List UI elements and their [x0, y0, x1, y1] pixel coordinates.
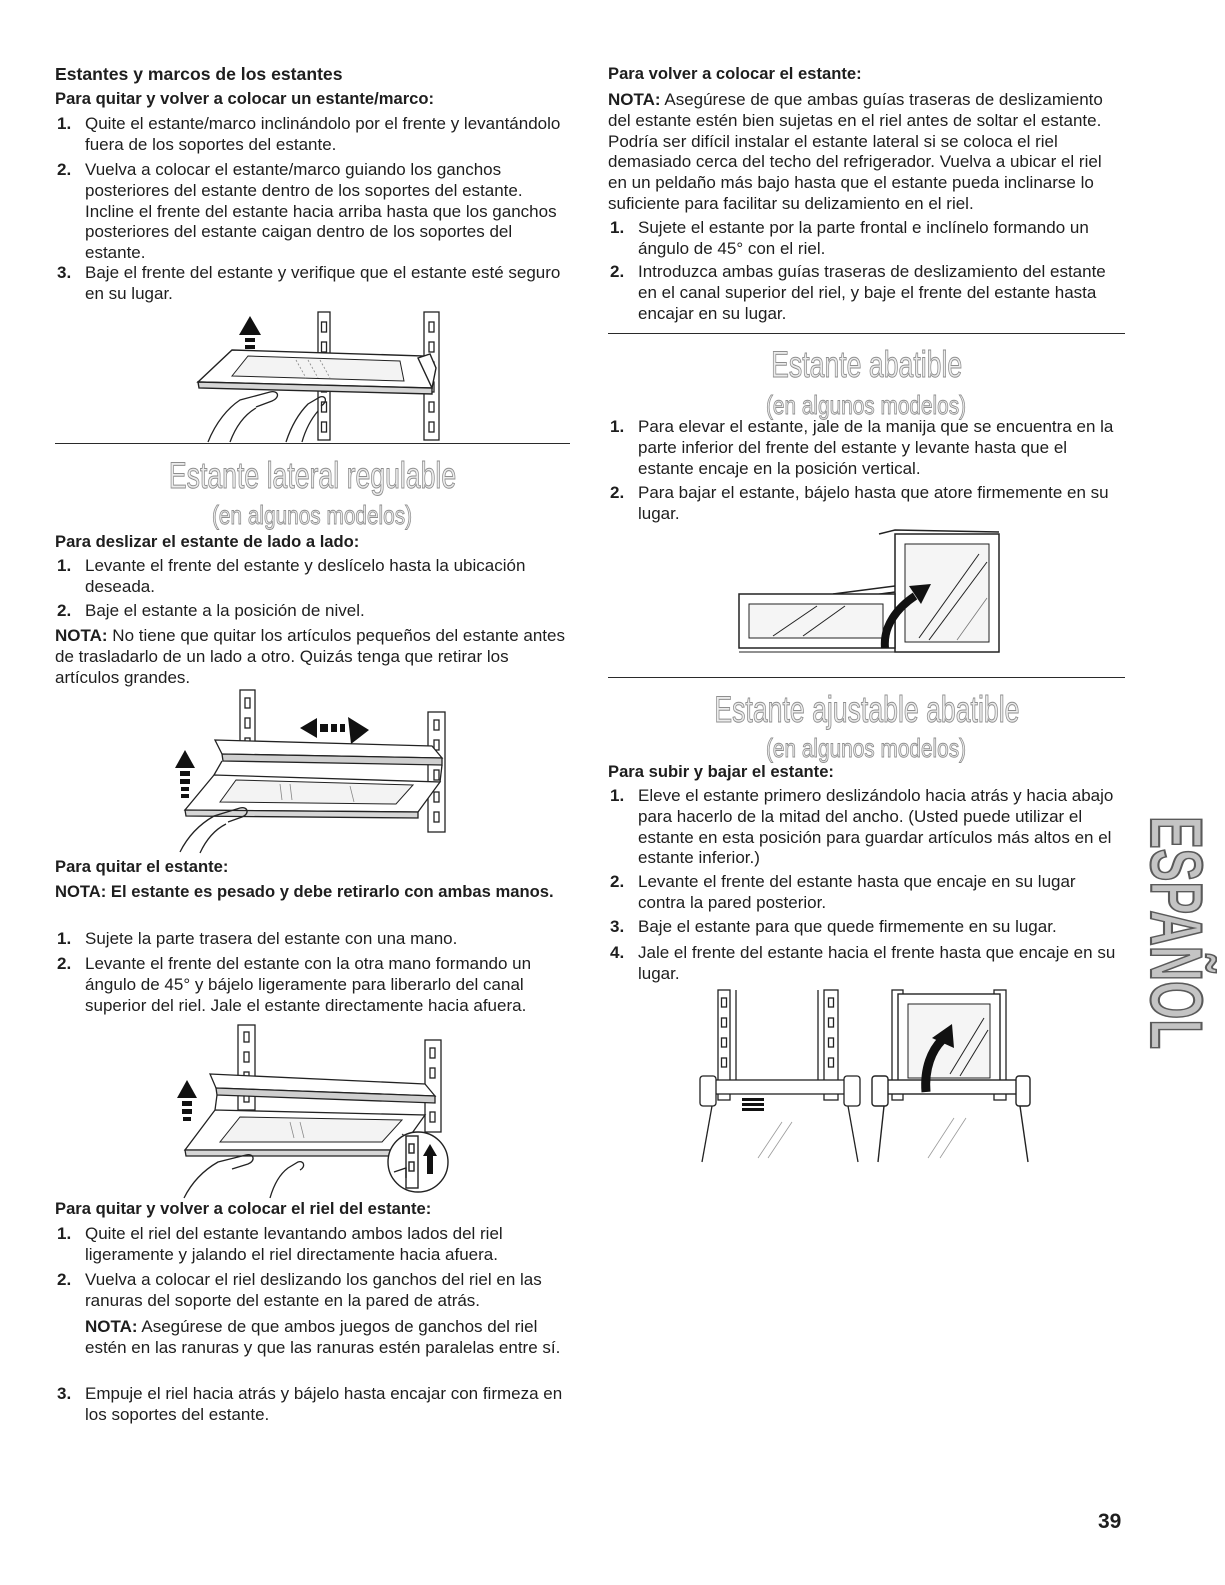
half-width-shelf — [700, 1076, 860, 1162]
shelf-frame — [198, 350, 436, 394]
note-label: NOTA: — [85, 1317, 138, 1336]
note — [55, 626, 567, 688]
wall-rail-left — [238, 1025, 255, 1110]
shelf-rail-bracket — [215, 740, 442, 765]
note-text: Asegúrese de que ambas guías traseras de deslizamiento del estante estén bien sujetas en el riel antes de soltar el estante. Podría ser difícil instalar el estante lateral si se coloca el riel demasiado cerca del techo del refrigerador. Vuelva a ubicar el riel en un peldaño más bajo hasta que el estante pueda inclinarse lo suficiente para facilitar su delizamiento en el riel. — [608, 90, 1103, 213]
step-number: 2. — [610, 483, 625, 502]
step-number: 2. — [610, 262, 625, 281]
list-item — [55, 263, 567, 305]
subheading-raise-lower-shelf: Para subir y bajar el estante: — [608, 762, 834, 781]
side-shelf — [185, 1095, 425, 1156]
section-subtitle — [608, 733, 1125, 763]
subheading-remove-shelf: Para quitar el estante: — [55, 857, 229, 876]
section-divider — [608, 677, 1125, 678]
subheading-remove-replace-shelf: Para quitar y volver a colocar un estante/marco: — [55, 89, 435, 108]
step-number: 4. — [610, 943, 625, 962]
step-number: 1. — [57, 1224, 72, 1243]
list-item — [608, 872, 1125, 914]
step-number: 2. — [57, 1270, 72, 1289]
subheading-slide-shelf: Para deslizar el estante de lado a lado: — [55, 532, 360, 551]
up-arrow-icon — [177, 1080, 197, 1121]
subheading-remove-rail: Para quitar y volver a colocar el riel del estante: — [55, 1199, 432, 1218]
side-shelf — [185, 761, 442, 818]
step-text: Para bajar el estante, bájelo hasta que atore firmemente en su lugar. — [638, 483, 1109, 523]
step-number: 2. — [610, 872, 625, 891]
left-right-arrow-icon — [300, 717, 369, 744]
step-number: 1. — [610, 218, 625, 237]
list-item — [608, 483, 1125, 525]
note — [608, 90, 1125, 215]
step-text: Baje el estante para que quede firmemente en su lugar. — [638, 917, 1057, 936]
list-item — [55, 1270, 567, 1312]
list-item — [55, 1224, 567, 1266]
step-text: Quite el riel del estante levantando ambos lados del riel ligeramente y jalando el riel directamente hacia afuera. — [85, 1224, 503, 1264]
list-item — [55, 954, 567, 1016]
step-number: 1. — [610, 417, 625, 436]
step-text: Levante el frente del estante hasta que encaje en su lugar contra la pared posterior. — [638, 872, 1076, 912]
list-item — [608, 417, 1125, 479]
list-item — [55, 1384, 567, 1426]
section-subtitle — [608, 390, 1125, 420]
note-label: NOTA: — [55, 626, 108, 645]
section-title-adjustable-flip-shelf — [608, 690, 1125, 730]
shelf-frame-removal-drawing — [168, 308, 453, 444]
step-number: 3. — [57, 263, 72, 282]
step-text: Levante el frente del estante y deslícelo hasta la ubicación deseada. — [85, 556, 526, 596]
subheading-replace-shelf: Para volver a colocar el estante: — [608, 64, 862, 83]
step-text: Sujete el estante por la parte frontal e inclínelo formando un ángulo de 45° con el riel. — [638, 218, 1089, 258]
side-shelf-slide-drawing — [170, 688, 455, 854]
side-shelf-slide-illustration — [170, 688, 455, 854]
title-text: Estante abatible — [770, 344, 963, 385]
title-text: Estante ajustable abatible — [713, 689, 1020, 730]
step-text: Levante el frente del estante con la otra mano formando un ángulo de 45° y bájelo ligeramente para liberarlo del canal superior del riel. Jale el estante directamente hacia afuera. — [85, 954, 532, 1015]
step-text: Introduzca ambas guías traseras de deslizamiento del estante en el canal superior del riel, y baje el frente del estante hasta encajar en su lugar. — [638, 262, 1106, 323]
step-number: 2. — [57, 601, 72, 620]
subtitle-text: (en algunos modelos) — [766, 390, 967, 420]
step-text: Vuelva a colocar el riel deslizando los ganchos del riel en las ranuras del soporte del estante en la pared de atrás. — [85, 1270, 542, 1310]
list-item — [608, 943, 1125, 985]
step-text: Baje el estante a la posición de nivel. — [85, 601, 365, 620]
step-number: 3. — [610, 917, 625, 936]
section-divider — [608, 333, 1125, 334]
step-number: 1. — [57, 114, 72, 133]
section-heading-shelves: Estantes y marcos de los estantes — [55, 64, 343, 84]
page-number: 39 — [1098, 1510, 1122, 1533]
note-label: NOTA: — [608, 90, 661, 109]
list-item — [608, 917, 1125, 938]
list-item — [55, 160, 567, 264]
step-number: 2. — [57, 160, 72, 179]
list-item — [55, 556, 567, 598]
side-shelf-removal-drawing — [170, 1022, 455, 1200]
hands — [184, 1155, 304, 1198]
list-item — [55, 929, 567, 950]
list-item — [55, 114, 567, 156]
flip-shelf-drawing — [733, 528, 1005, 670]
step-text: Jale el frente del estante hacia el frente hasta que encaje en su lugar. — [638, 943, 1116, 983]
hands — [208, 392, 325, 442]
step-text: Quite el estante/marco inclinándolo por el frente y levantándolo fuera de los soportes del estante. — [85, 114, 561, 154]
step-number: 2. — [57, 954, 72, 973]
wall-rail-right — [428, 712, 445, 832]
step-number: 3. — [57, 1384, 72, 1403]
step-text: Para elevar el estante, jale de la manija que se encuentra en la parte inferior del frente del estante y levante hasta que el estante encaje en la posición vertical. — [638, 417, 1114, 478]
section-title-flip-shelf — [608, 345, 1125, 385]
raised-shelf-panel — [879, 530, 999, 652]
subtitle-text: (en algunos modelos) — [212, 500, 413, 530]
note — [85, 1317, 567, 1359]
language-side-tab: ESPAÑOL — [1134, 816, 1216, 1050]
step-text: Sujete la parte trasera del estante con una mano. — [85, 929, 458, 948]
subtitle-text: (en algunos modelos) — [766, 733, 967, 763]
list-item — [608, 262, 1125, 324]
step-number: 1. — [57, 556, 72, 575]
adjustable-flip-shelf-drawing — [698, 988, 1032, 1164]
note-text: No tiene que quitar los artículos pequeños del estante antes de trasladarlo de un lado a otro. Quizás tenga que retirar los artículos grandes. — [55, 626, 565, 687]
title-text: Estante lateral regulable — [168, 455, 457, 496]
note-text: Asegúrese de que ambos juegos de ganchos del riel estén en las ranuras y que las ranuras estén paralelas entre sí. — [85, 1317, 561, 1357]
section-divider — [55, 443, 570, 444]
shelf-frame-removal-illustration — [168, 308, 453, 444]
step-number: 1. — [57, 929, 72, 948]
section-title-adjustable-side-shelf — [55, 456, 570, 496]
step-number: 1. — [610, 786, 625, 805]
warning-note: NOTA: El estante es pesado y debe retirarlo con ambas manos. — [55, 882, 554, 901]
detail-callout — [388, 1132, 448, 1192]
section-subtitle — [55, 500, 570, 530]
step-text: Eleve el estante primero deslizándolo hacia atrás y hacia abajo para hacerlo de la mitad del ancho. (Usted puede utilizar el estante en esta posición para guardar artículos más altos en el estante inferior.) — [638, 786, 1114, 868]
step-text: Vuelva a colocar el estante/marco guiando los ganchos posteriores del estante dentro de los soportes del estante. Incline el frente del estante hacia arriba hasta que los ganchos posteriores del estante caigan dentro de los soportes del estante. — [85, 160, 557, 263]
list-item — [608, 218, 1125, 260]
list-item — [608, 786, 1125, 869]
step-text: Empuje el riel hacia atrás y bájelo hasta encajar con firmeza en los soportes del estante. — [85, 1384, 563, 1424]
side-shelf-removal-illustration — [170, 1022, 455, 1200]
list-item — [55, 601, 567, 622]
flip-shelf-illustration — [733, 528, 1005, 670]
adjustable-flip-shelf-illustration — [698, 988, 1032, 1164]
step-text: Baje el frente del estante y verifique que el estante esté seguro en su lugar. — [85, 263, 561, 303]
up-arrow-icon — [175, 750, 195, 798]
lowered-shelf — [739, 586, 895, 652]
